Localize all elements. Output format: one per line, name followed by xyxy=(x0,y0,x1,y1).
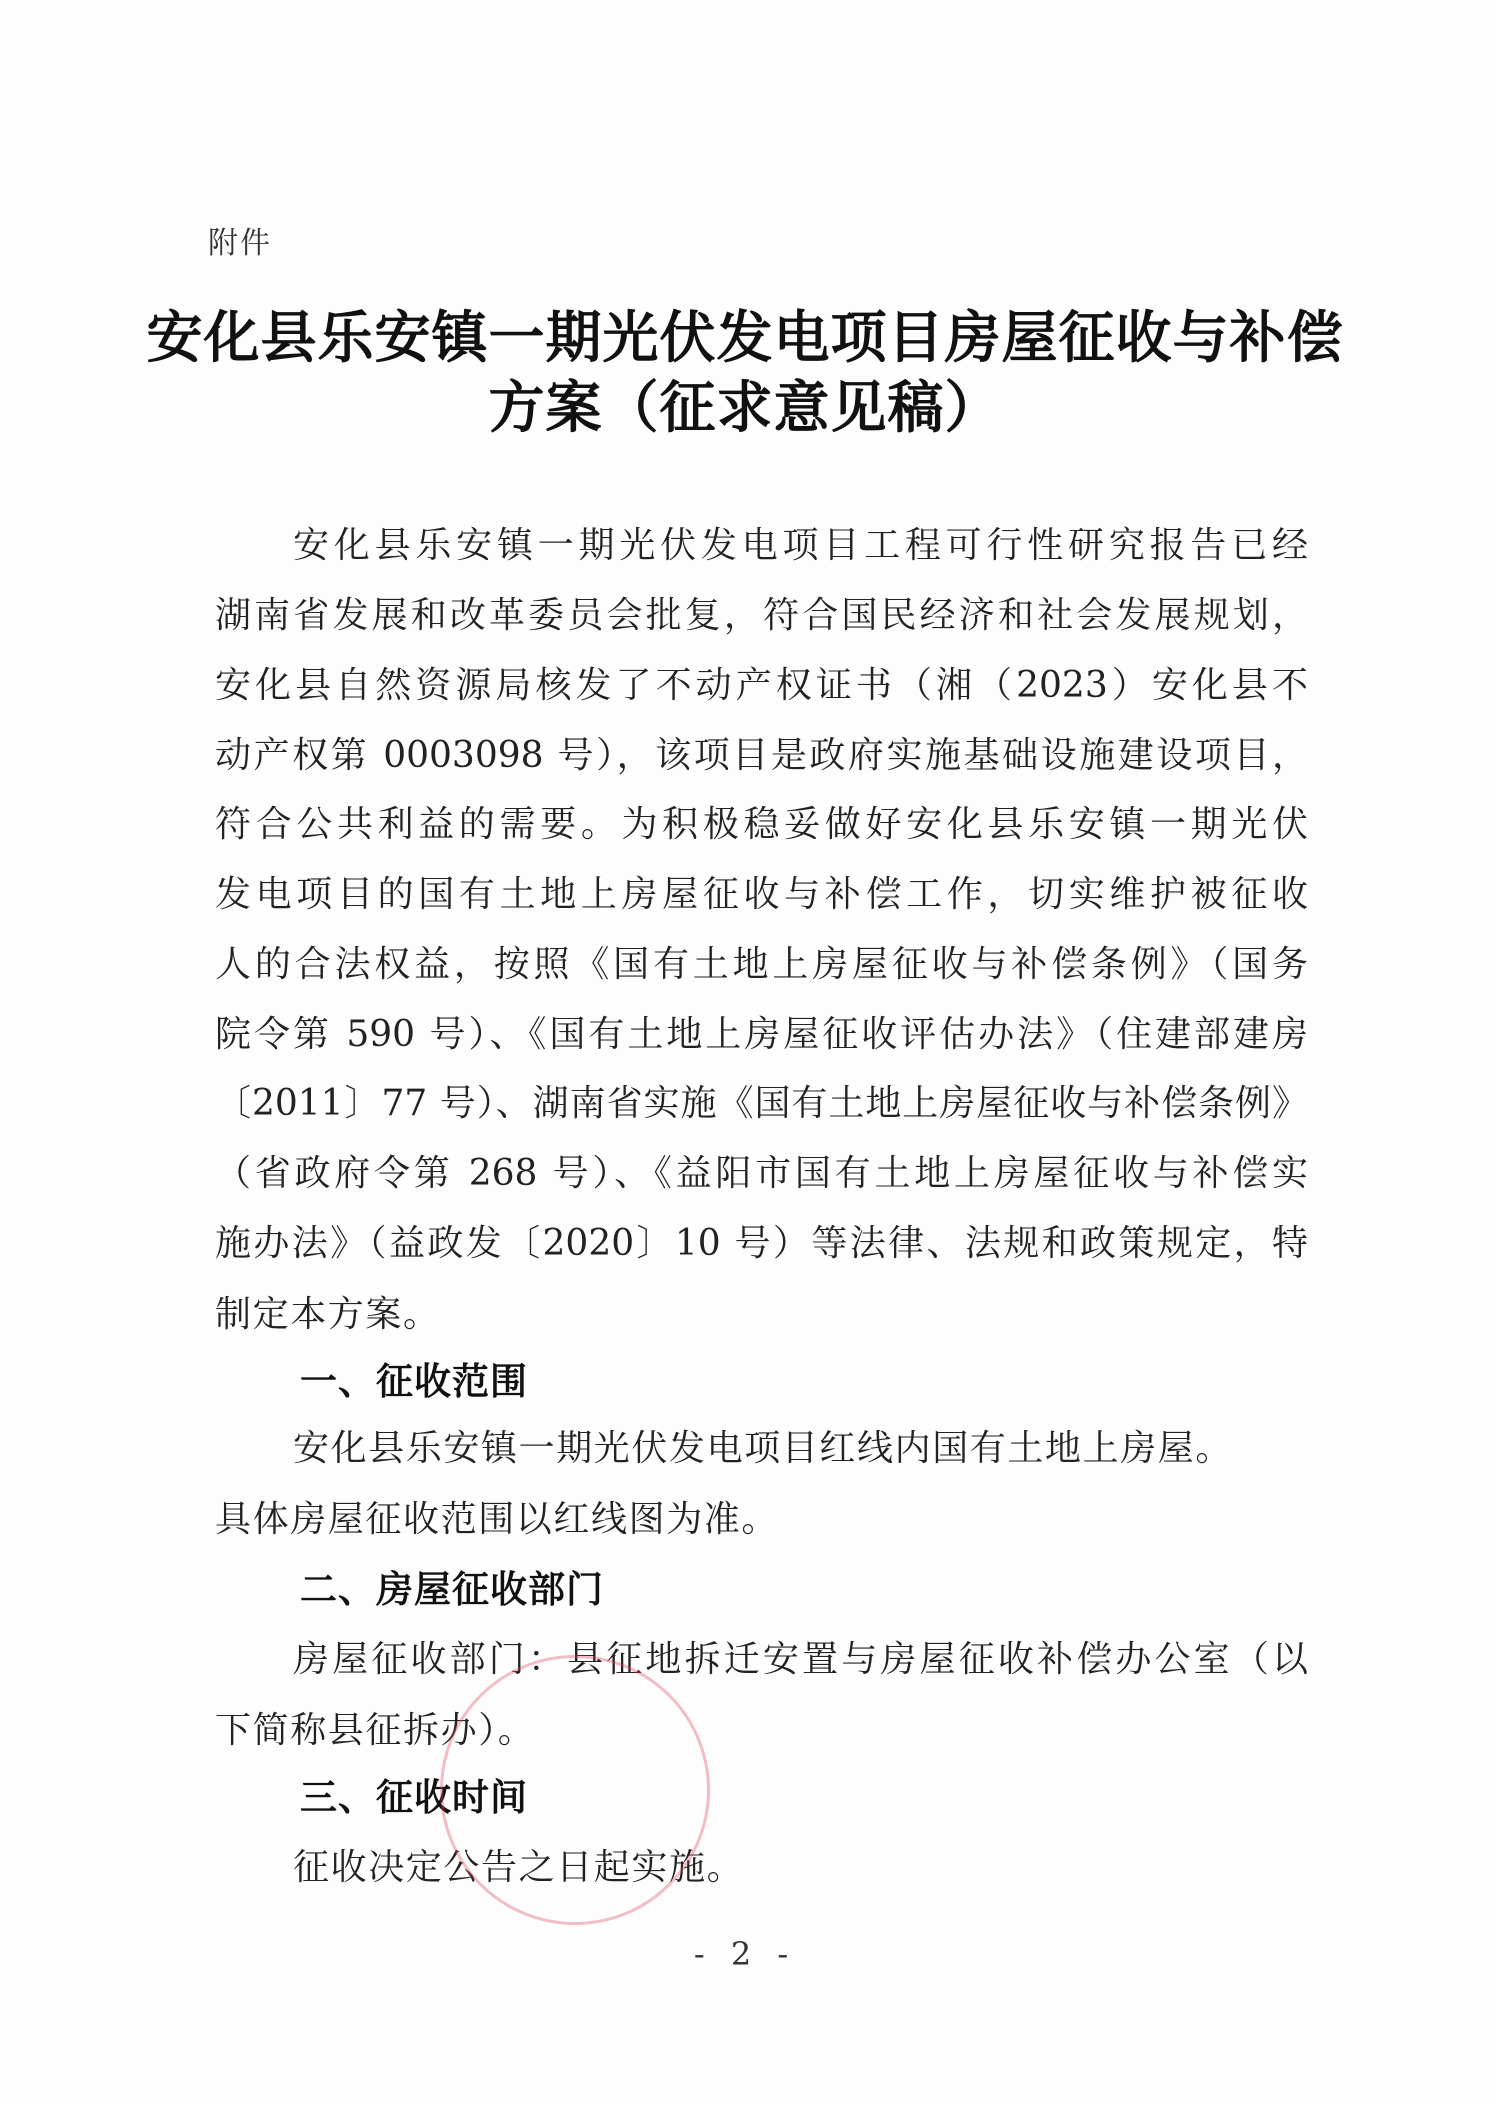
text-line: 湖南省发展和改革委员会批复，符合国民经济和社会发展规划， xyxy=(215,595,1308,636)
section-heading: 一、征收范围 xyxy=(300,1360,528,1403)
text-line: （省政府令第 268 号）、《益阳市国有土地上房屋征收与补偿实 xyxy=(215,1153,1308,1194)
text-line: 房屋征收部门：县征地拆迁安置与房屋征收补偿办公室（以 xyxy=(293,1639,1308,1680)
section-heading: 二、房屋征收部门 xyxy=(300,1568,604,1611)
text-line: 安化县乐安镇一期光伏发电项目工程可行性研究报告已经 xyxy=(293,525,1308,566)
text-line: 具体房屋征收范围以红线图为准。 xyxy=(215,1499,780,1540)
text-line: 征收决定公告之日起实施。 xyxy=(293,1847,745,1888)
document-title-line1: 安化县乐安镇一期光伏发电项目房屋征收与补偿 xyxy=(146,305,1344,371)
document-title-line2: 方案（征求意见稿） xyxy=(488,375,1002,441)
text-line: 施办法》（益政发〔2020〕10 号）等法律、法规和政策规定，特 xyxy=(215,1223,1308,1264)
text-line: 〔2011〕77 号）、湖南省实施《国有土地上房屋征收与补偿条例》 xyxy=(215,1083,1308,1124)
text-line: 安化县乐安镇一期光伏发电项目红线内国有土地上房屋。 xyxy=(293,1428,1234,1469)
text-line: 动产权第 0003098 号），该项目是政府实施基础设施建设项目， xyxy=(215,735,1308,776)
text-line: 安化县自然资源局核发了不动产权证书（湘（2023）安化县不 xyxy=(215,665,1308,706)
text-line: 人的合法权益，按照《国有土地上房屋征收与补偿条例》（国务 xyxy=(215,944,1308,985)
text-line: 院令第 590 号）、《国有土地上房屋征收评估办法》（住建部建房 xyxy=(215,1014,1308,1055)
section-heading: 三、征收时间 xyxy=(300,1776,528,1819)
text-line: 下简称县征拆办）。 xyxy=(215,1710,536,1751)
text-line: 制定本方案。 xyxy=(215,1294,441,1335)
text-line: 符合公共利益的需要。为积极稳妥做好安化县乐安镇一期光伏 xyxy=(215,804,1308,845)
text-line: 发电项目的国有土地上房屋征收与补偿工作，切实维护被征收 xyxy=(215,874,1308,915)
page-number: - 2 - xyxy=(693,1935,797,1973)
attachment-label: 附件 xyxy=(208,226,272,261)
